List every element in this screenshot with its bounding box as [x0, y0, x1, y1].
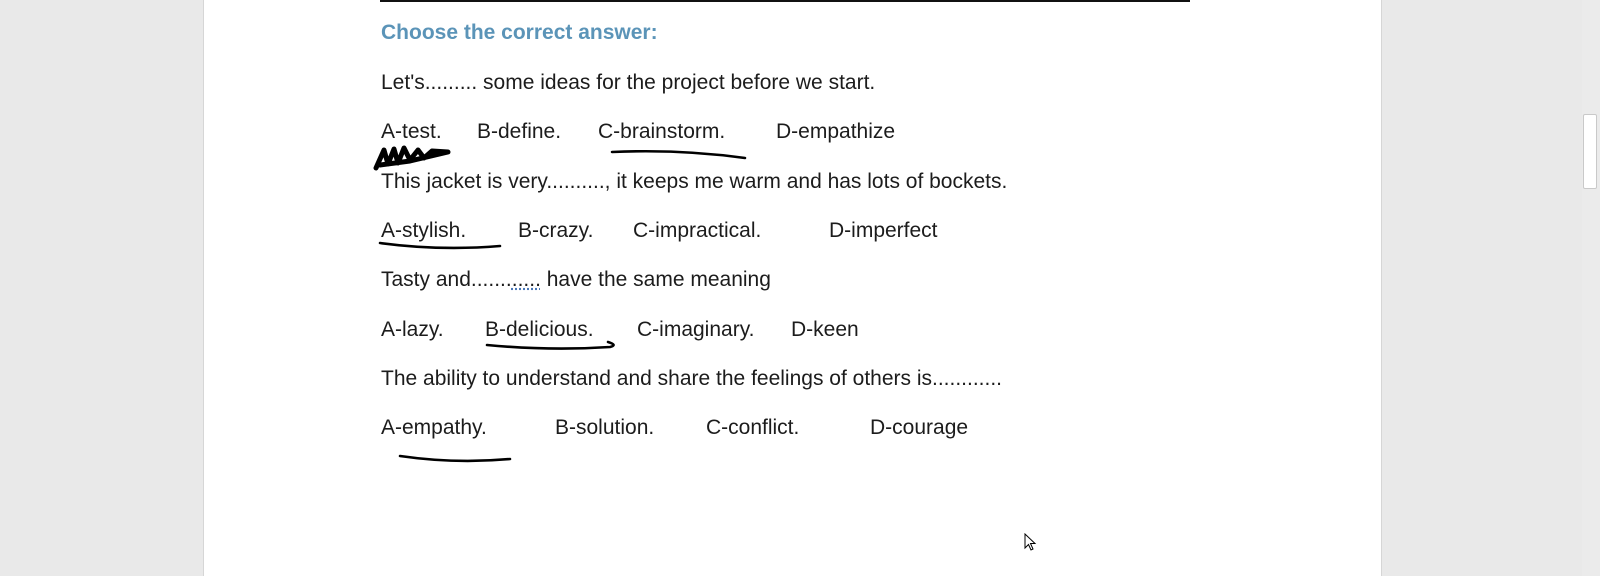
- option-1a[interactable]: A-test.: [381, 120, 442, 143]
- option-2a[interactable]: A-stylish.: [381, 219, 467, 242]
- option-2d[interactable]: D-imperfect: [829, 219, 938, 242]
- option-4a[interactable]: A-empathy.: [381, 416, 487, 439]
- question-3-text-end: have the same meaning: [540, 268, 771, 291]
- question-4-text[interactable]: The ability to understand and share the feelings of others is............: [381, 367, 1003, 390]
- option-3c[interactable]: C-imaginary.: [637, 318, 755, 341]
- option-3d[interactable]: D-keen: [791, 318, 859, 341]
- pointer-cursor-icon: [1024, 533, 1038, 553]
- section-heading: Choose the correct answer:: [381, 21, 658, 44]
- question-1-text[interactable]: Let's......... some ideas for the project before we start.: [381, 71, 876, 94]
- vertical-scrollbar[interactable]: [1582, 0, 1600, 576]
- option-4c[interactable]: C-conflict.: [706, 416, 800, 439]
- question-2-text[interactable]: This jacket is very.........., it keeps me warm and has lots of bockets.: [381, 170, 1008, 193]
- scrollbar-thumb[interactable]: [1583, 114, 1597, 189]
- option-1d[interactable]: D-empathize: [776, 120, 896, 143]
- document-page[interactable]: [203, 0, 1382, 576]
- option-1b[interactable]: B-define.: [477, 120, 562, 143]
- option-2b[interactable]: B-crazy.: [518, 219, 594, 242]
- question-3-text-start: Tasty and.......: [381, 268, 512, 291]
- option-4b[interactable]: B-solution.: [555, 416, 655, 439]
- option-3b[interactable]: B-delicious.: [485, 318, 594, 341]
- question-3-text[interactable]: [381, 267, 771, 293]
- spelling-underline: .....: [511, 268, 541, 291]
- option-3a[interactable]: A-lazy.: [381, 318, 444, 341]
- option-2c[interactable]: C-impractical.: [633, 219, 762, 242]
- horizontal-rule: [380, 0, 1190, 2]
- option-4d[interactable]: D-courage: [870, 416, 969, 439]
- option-1c[interactable]: C-brainstorm.: [598, 120, 726, 143]
